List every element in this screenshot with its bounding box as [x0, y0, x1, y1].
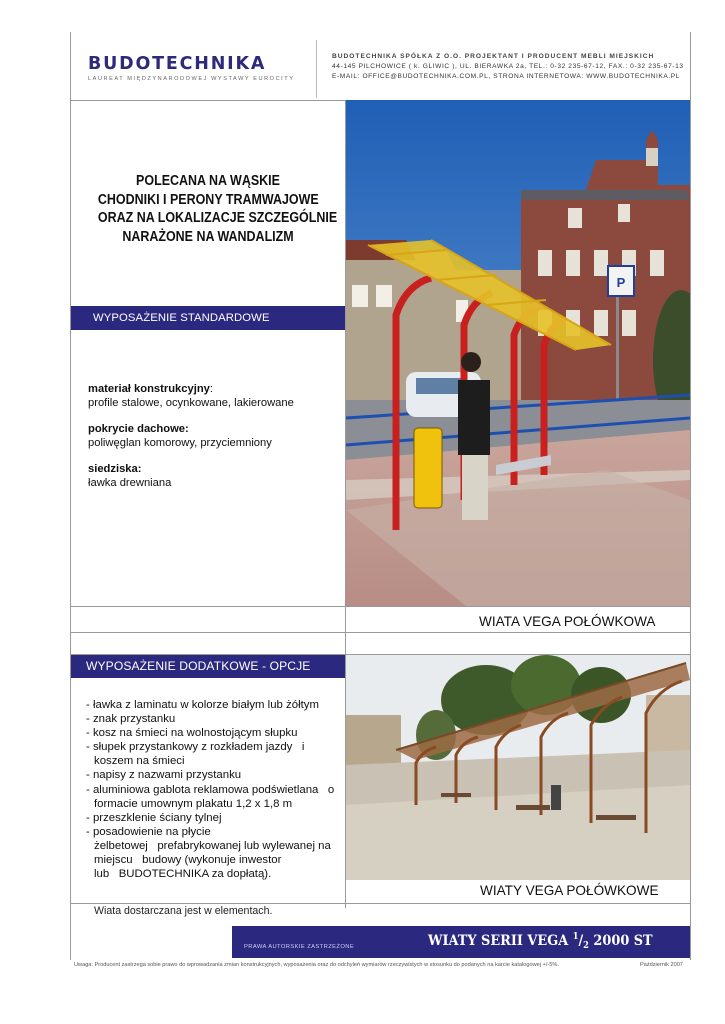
page-frame-right: [690, 32, 691, 960]
optional-equipment-list: [86, 698, 344, 881]
option-item: - ławka z laminatu w kolorze białym lub żółtym: [86, 699, 319, 711]
divider-4: [71, 903, 691, 904]
series-name: WIATY SERII VEGA: [428, 933, 569, 949]
bus-stop-sign: P: [616, 275, 626, 290]
headline-line-2: CHODNIKI I PERONY TRAMWAJOWE: [97, 191, 319, 208]
headline-line-1: POLECANA NA WĄSKIE: [136, 173, 280, 189]
headline: [97, 172, 338, 246]
disclaimer-note: Uwaga: Producent zastrzega sobie prawo do wprowadzania zmian konstrukcyjnych, wyposażenia oraz do odchyleń wymiarów rzeczywistych w stosunku do podanych na karcie katalogowej +/-5%.: [74, 962, 559, 968]
option-item: - aluminiowa gablota reklamowa podświetlana o formacie umownym plakatu 1,2 x 1,8 m: [86, 783, 335, 810]
photo-shelter-row: [346, 655, 690, 880]
spec-material: materiał konstrukcyjny: profile stalowe, ocynkowane, lakierowane: [88, 383, 338, 410]
header-divider: [316, 40, 317, 98]
spec-roof-label: pokrycie dachowe:: [88, 423, 189, 435]
standard-equipment-title: WYPOSAŻENIE STANDARDOWE: [93, 312, 270, 324]
company-line-1: BUDOTECHNIKA SPÓŁKA Z O.O. PROJEKTANT I PRODUCENT MEBLI MIEJSKICH: [332, 53, 655, 60]
publication-date: Październik 2007: [640, 962, 683, 968]
option-item: - posadowienie na płycie żelbetowej prefabrykowanej lub wylewanej na miejscu budowy (wykonuje inwestor lub BUDOTECHNIKA za dopłatą).: [86, 825, 331, 881]
fraction-numerator: 1: [572, 932, 579, 942]
series-code: 2000 ST: [593, 933, 653, 949]
product-series-title: WIATY SERII VEGA $^1/_2$ 2000 ST: [428, 932, 653, 951]
company-logo: [88, 54, 298, 82]
company-info: [332, 52, 682, 82]
spec-seat: [88, 463, 338, 490]
standard-equipment-band: [71, 306, 345, 330]
option-item: - kosz na śmieci na wolnostojącym słupku: [86, 727, 298, 740]
headline-line-4: NARAŻONE NA WANDALIZM: [122, 228, 294, 245]
shelter-row-photo-illustration: [346, 655, 690, 880]
footer-title-band: [232, 926, 690, 958]
shelter-photo-illustration: [346, 100, 690, 606]
page-frame-left: [70, 32, 71, 960]
option-item: - słupek przystankowy z rozkładem jazdy i koszem na śmieci: [86, 741, 305, 768]
logo-subtitle: LAUREAT MIĘDZYNARODOWEJ WYSTAWY EUROCITY: [88, 76, 295, 82]
divider-2: [71, 632, 691, 633]
spec-seat-label: siedziska:: [88, 463, 142, 475]
logo-text: BUDOTECHNIKA: [88, 54, 267, 74]
optional-equipment-band: [71, 655, 345, 678]
option-item: - napisy z nazwami przystanku: [86, 769, 242, 782]
standard-spec-list: [88, 383, 338, 503]
spec-roof-value: poliwęglan komorowy, przyciemniony: [88, 436, 272, 449]
option-item: - znak przystanku: [86, 713, 176, 726]
spec-material-label: materiał konstrukcyjny: [88, 383, 210, 395]
spec-roof: [88, 423, 338, 450]
optional-equipment-title: WYPOSAŻENIE DODATKOWE - OPCJE: [86, 659, 311, 673]
copyright-notice: PRAWA AUTORSKIE ZASTRZEŻONE: [244, 944, 355, 950]
company-line-2: 44-145 PILCHOWICE ( k. GLIWIC ), UL. BIERAWKA 2a, TEL.: 0-32 235-67-12, FAX.: 0-32 235-67-13: [332, 63, 684, 70]
headline-line-3: ORAZ NA LOKALIZACJE SZCZEGÓLNIE: [97, 210, 338, 226]
delivery-note: Wiata dostarczana jest w elementach.: [94, 905, 273, 917]
photo-single-shelter: [346, 100, 690, 606]
spec-material-value: profile stalowe, ocynkowane, lakierowane: [88, 396, 294, 409]
photo1-caption: WIATA VEGA POŁÓWKOWA: [479, 614, 656, 629]
photo2-caption: WIATY VEGA POŁÓWKOWE: [480, 883, 659, 898]
divider-1: [71, 606, 691, 607]
option-item: - przeszklenie ściany tylnej: [86, 811, 222, 824]
fraction-denominator: 2: [583, 941, 589, 951]
spec-seat-value: ławka drewniana: [88, 476, 172, 489]
company-line-3: E-MAIL: OFFICE@BUDOTECHNIKA.COM.PL, STRONA INTERNETOWA: WWW.BUDOTECHNIKA.PL: [332, 73, 681, 80]
